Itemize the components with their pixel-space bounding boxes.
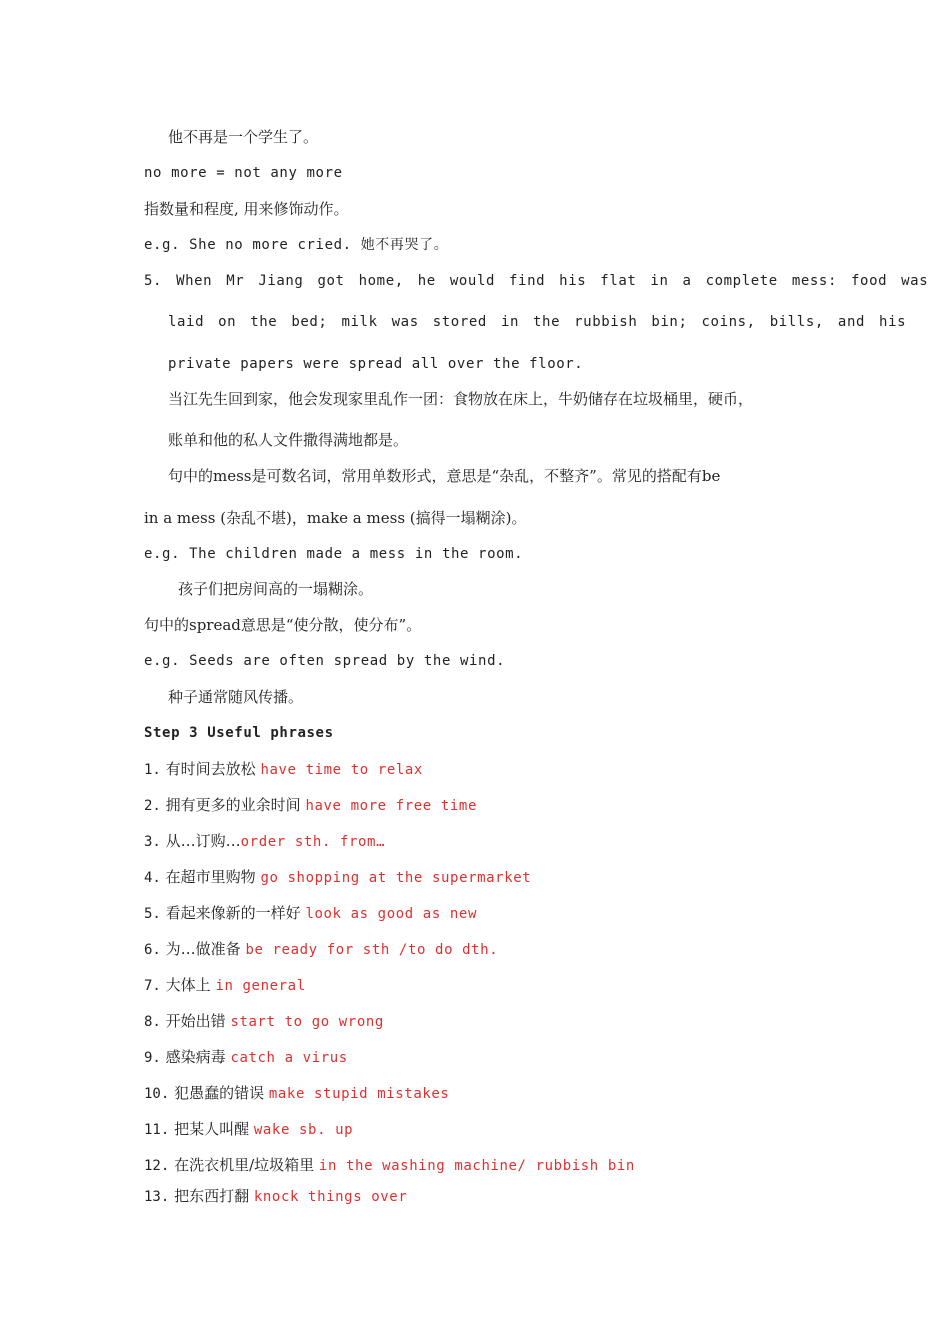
text-line: e.g. The children made a mess in the room. <box>144 546 524 562</box>
list-item <box>144 831 385 852</box>
text-line: 句中的spread意思是“使分散，使分布”。 <box>144 616 422 634</box>
text-line: 5. When Mr Jiang got home, he would find his flat in a complete mess: food was <box>144 273 929 289</box>
phrase-chinese: 开始出错 <box>165 1012 226 1030</box>
text-line: private papers were spread all over the floor. <box>168 356 584 372</box>
phrase-english: start to go wrong <box>230 1014 384 1030</box>
phrase-english: be ready for sth /to do dth. <box>245 942 499 958</box>
item-number: 5. <box>144 906 161 922</box>
phrase-english: knock things over <box>253 1189 408 1205</box>
item-number: 12. <box>144 1158 170 1174</box>
text-line: 种子通常随风传播。 <box>168 688 304 706</box>
list-item <box>144 867 531 888</box>
phrase-chinese: 大体上 <box>165 976 211 994</box>
phrase-chinese: 从…订购… <box>165 832 241 850</box>
phrase-english: make stupid mistakes <box>268 1086 450 1102</box>
list-item <box>144 1083 449 1104</box>
list-item <box>144 1119 353 1140</box>
item-number: 8. <box>144 1014 161 1030</box>
phrase-chinese: 在洗衣机里/垃圾箱里 <box>174 1156 315 1174</box>
item-number: 9. <box>144 1050 161 1066</box>
list-item <box>144 1047 348 1068</box>
list-item <box>144 795 477 816</box>
text-line: 他不再是一个学生了。 <box>168 128 319 146</box>
text-line: 指数量和程度, 用来修饰动作。 <box>144 200 349 218</box>
text-line: 孩子们把房间高的一塌糊涂。 <box>178 580 374 598</box>
phrase-chinese: 把东西打翻 <box>174 1187 250 1205</box>
list-item <box>144 903 477 924</box>
text-line: in a mess (杂乱不堪)，make a mess (搞得一塌糊涂)。 <box>144 509 527 527</box>
phrase-chinese: 看起来像新的一样好 <box>165 904 301 922</box>
list-item <box>144 975 306 996</box>
phrase-english: have time to relax <box>260 762 423 778</box>
phrase-chinese: 犯愚蠢的错误 <box>174 1084 265 1102</box>
phrase-chinese: 拥有更多的业余时间 <box>165 796 301 814</box>
section-heading: Step 3 Useful phrases <box>144 725 334 741</box>
item-number: 13. <box>144 1189 170 1205</box>
item-number: 7. <box>144 978 161 994</box>
text-line: e.g. She no more cried. 她不再哭了。 <box>144 237 449 253</box>
list-item <box>144 939 498 960</box>
text-line: laid on the bed; milk was stored in the rubbish bin; coins, bills, and his <box>168 314 907 330</box>
phrase-chinese: 把某人叫醒 <box>174 1120 250 1138</box>
item-number: 3. <box>144 834 161 850</box>
item-number: 11. <box>144 1122 170 1138</box>
list-item <box>144 1155 635 1176</box>
phrase-english: order sth. from… <box>240 834 386 850</box>
text-line: 句中的mess是可数名词，常用单数形式，意思是“杂乱，不整齐”。常见的搭配有be <box>168 467 721 485</box>
list-item <box>144 1011 384 1032</box>
phrase-english: look as good as new <box>305 906 477 922</box>
list-item <box>144 759 423 780</box>
text-line: e.g. Seeds are often spread by the wind. <box>144 653 506 669</box>
item-number: 4. <box>144 870 161 886</box>
item-number: 10. <box>144 1086 170 1102</box>
item-number: 2. <box>144 798 161 814</box>
phrase-english: catch a virus <box>230 1050 348 1066</box>
phrase-chinese: 感染病毒 <box>165 1048 226 1066</box>
list-item <box>144 1186 407 1207</box>
text-line: 当江先生回到家，他会发现家里乱作一团：食物放在床上，牛奶储存在垃圾桶里，硬币， <box>168 390 754 408</box>
item-number: 1. <box>144 762 161 778</box>
text-line: no more = not any more <box>144 165 343 181</box>
phrase-english: have more free time <box>305 798 477 814</box>
phrase-chinese: 在超市里购物 <box>165 868 256 886</box>
phrase-english: in general <box>215 978 306 994</box>
phrase-english: in the washing machine/ rubbish bin <box>318 1158 635 1174</box>
phrase-english: go shopping at the supermarket <box>260 870 532 886</box>
phrase-chinese: 有时间去放松 <box>165 760 256 778</box>
phrase-english: wake sb. up <box>253 1122 354 1138</box>
item-number: 6. <box>144 942 161 958</box>
phrase-chinese: 为…做准备 <box>165 940 241 958</box>
text-line: 账单和他的私人文件撒得满地都是。 <box>168 431 409 449</box>
